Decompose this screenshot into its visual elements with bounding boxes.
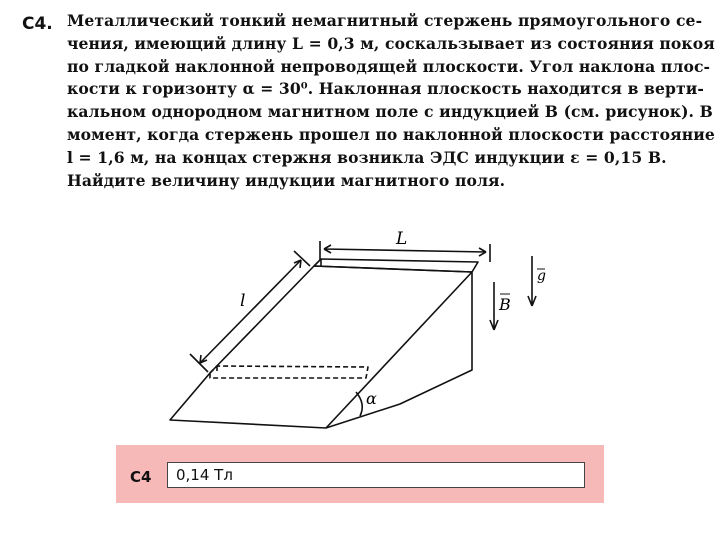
problem-line: кости к горизонту α = 30⁰. Наклонная плоскость находится в верти-	[67, 79, 704, 99]
top-rod	[314, 259, 478, 272]
problem-statement	[67, 10, 715, 192]
problem-line: по гладкой наклонной непроводящей плоскости. Угол наклона плос-	[67, 56, 711, 76]
problem-number: С4.	[22, 14, 53, 34]
inclined-plane-figure	[160, 226, 560, 436]
label-g: g	[537, 268, 546, 284]
label-B: B	[499, 295, 511, 314]
problem-line: l = 1,6 м, на концах стержня возникла ЭДС индукции ε = 0,15 В.	[67, 147, 667, 167]
answer-label: С4	[130, 468, 152, 486]
label-alpha: α	[366, 389, 377, 408]
problem-line: Найдите величину индукции магнитного поля.	[67, 170, 506, 190]
problem-line: кальном однородном магнитном поле с индукцией B (см. рисунок). В	[67, 102, 713, 122]
problem-line: момент, когда стержень прошел по наклонной плоскости расстояние	[67, 124, 715, 144]
answer-field[interactable]: 0,14 Тл	[167, 462, 585, 488]
gravity-g-arrow	[528, 256, 536, 306]
problem-line: чения, имеющий длину L = 0,3 м, соскальзывает из состояния покоя	[67, 33, 715, 53]
distance-l-arrow	[200, 260, 301, 363]
answer-panel	[116, 445, 604, 503]
label-l: l	[240, 291, 246, 311]
problem-line: Металлический тонкий немагнитный стержень прямоугольного се-	[67, 11, 703, 30]
sliding-rod	[210, 366, 368, 378]
label-L: L	[396, 229, 408, 249]
field-B-arrow	[490, 282, 498, 330]
